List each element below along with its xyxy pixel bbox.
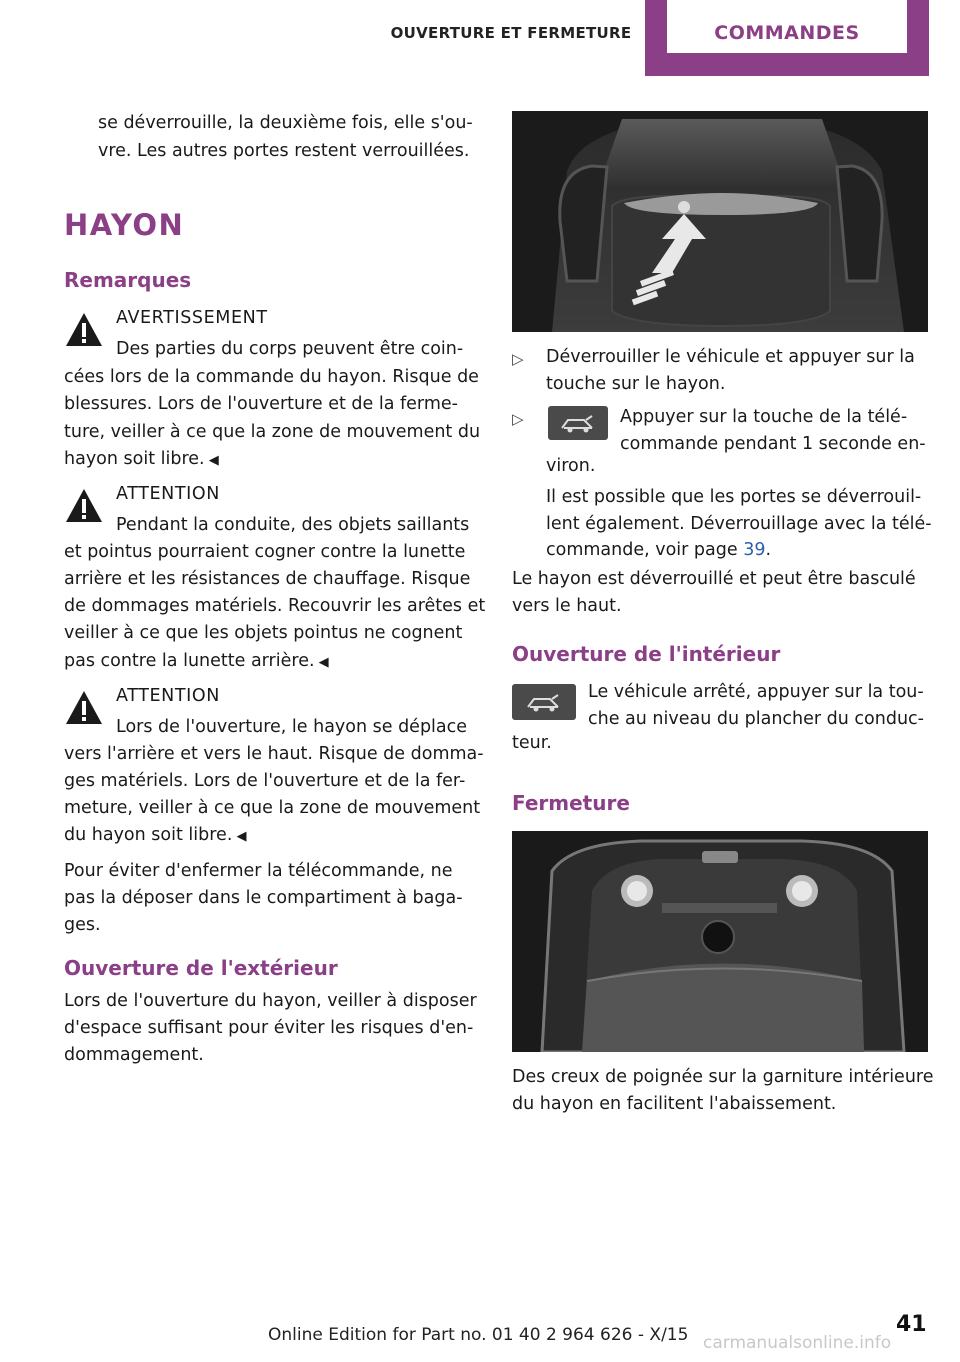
inside-text-line: Le véhicule arrêté, appuyer sur la tou- <box>588 682 924 702</box>
bullet2-line: viron. <box>546 456 596 476</box>
bullet2-note-line: lent également. Déverrouillage avec la télé- <box>546 514 932 534</box>
bullet1-line: touche sur le hayon. <box>546 374 726 394</box>
bullet2-line: commande pendant 1 seconde en- <box>620 434 926 454</box>
warning-triangle-icon <box>64 310 104 350</box>
warning2-line: Pendant la conduite, des objets saillants <box>116 515 470 535</box>
warning3-line: vers l'arrière et vers le haut. Risque de domma- <box>64 744 484 764</box>
warning3-line: Lors de l'ouverture, le hayon se déplace <box>116 717 468 737</box>
warning3-line: meture, veiller à ce que la zone de mouvement <box>64 798 481 818</box>
warning-triangle-icon <box>64 486 104 526</box>
chapter-tab-label: COMMANDES <box>667 0 907 53</box>
warning-triangle-icon <box>64 688 104 728</box>
warning1-line: cées lors de la commande du hayon. Risque de <box>64 367 479 387</box>
chapter-tab <box>645 0 929 76</box>
warning2-line: arrière et les résistances de chauffage. Risque <box>64 569 471 589</box>
running-section-title: OUVERTURE ET FERMETURE <box>390 24 632 42</box>
warning1-title: AVERTISSEMENT <box>116 308 268 328</box>
outside-text-line: d'espace suffisant pour éviter les risques d'en- <box>64 1018 474 1038</box>
page-number: 41 <box>896 1312 927 1337</box>
outside-text-line: Lors de l'ouverture du hayon, veiller à disposer <box>64 991 477 1011</box>
inside-text-line: teur. <box>512 733 552 753</box>
closing-heading: Fermeture <box>512 791 630 815</box>
unlocked-text-line: Le hayon est déverrouillé et peut être basculé <box>512 569 916 589</box>
inside-opening-heading: Ouverture de l'intérieur <box>512 642 781 666</box>
warning2-line: pas contre la lunette arrière. <box>64 651 315 671</box>
warning3-title: ATTENTION <box>116 686 220 706</box>
end-mark-icon: ◀ <box>204 453 219 468</box>
warning3-line: ges matériels. Lors de l'ouverture et de la fer- <box>64 771 466 791</box>
warning1-line: Des parties du corps peuvent être coin- <box>116 339 464 359</box>
remote-key-tailgate-icon <box>548 406 608 440</box>
warning2-line: veiller à ce que les objets pointus ne cognent <box>64 623 463 643</box>
warning2-title: ATTENTION <box>116 484 220 504</box>
bullet-marker-icon: ▷ <box>512 410 524 428</box>
remote-note-line: Pour éviter d'enfermer la télécommande, ne <box>64 861 453 881</box>
warning3-line: du hayon soit libre. <box>64 825 233 845</box>
floor-tailgate-button-icon <box>512 684 576 720</box>
warning1-line: ture, veiller à ce que la zone de mouvement du <box>64 422 481 442</box>
tailgate-exterior-photo <box>512 111 928 332</box>
bullet2-note-line: Il est possible que les portes se déverrouil- <box>546 487 922 507</box>
warning2-line: et pointus pourraient cogner contre la lunette <box>64 542 466 562</box>
bullet2-line: Appuyer sur la touche de la télé- <box>620 407 908 427</box>
bullet-marker-icon: ▷ <box>512 350 524 368</box>
closing-text-line: du hayon en facilitent l'abaissement. <box>512 1094 837 1114</box>
end-mark-icon: ◀ <box>314 655 329 670</box>
bullet2-note-line: commande, voir page <box>546 540 744 560</box>
page-reference-link[interactable]: 39 <box>743 540 766 560</box>
closing-text-line: Des creux de poignée sur la garniture intérieure <box>512 1067 934 1087</box>
watermark: carmanualsonline.info <box>703 1333 892 1353</box>
remote-note-line: ges. <box>64 915 101 935</box>
footer-edition: Online Edition for Part no. 01 40 2 964 626 - X/15 <box>268 1325 689 1345</box>
warning2-line: de dommages matériels. Recouvrir les arêtes et <box>64 596 486 616</box>
tailgate-interior-photo <box>512 831 928 1052</box>
warning1-line: hayon soit libre. <box>64 449 205 469</box>
unlocked-text-line: vers le haut. <box>512 596 622 616</box>
intro-line-1: se déverrouille, la deuxième fois, elle s'ou- <box>98 113 473 133</box>
bullet1-line: Déverrouiller le véhicule et appuyer sur la <box>546 347 915 367</box>
remarks-heading: Remarques <box>64 268 192 292</box>
intro-line-2: vre. Les autres portes restent verrouillées. <box>98 141 470 161</box>
outside-opening-heading: Ouverture de l'extérieur <box>64 956 338 980</box>
section-title: HAYON <box>64 208 185 242</box>
remote-note-line: pas la déposer dans le compartiment à baga- <box>64 888 463 908</box>
warning1-line: blessures. Lors de l'ouverture et de la ferme- <box>64 394 458 414</box>
outside-text-line: dommagement. <box>64 1045 204 1065</box>
end-mark-icon: ◀ <box>232 829 247 844</box>
inside-text-line: che au niveau du plancher du conduc- <box>588 709 924 729</box>
